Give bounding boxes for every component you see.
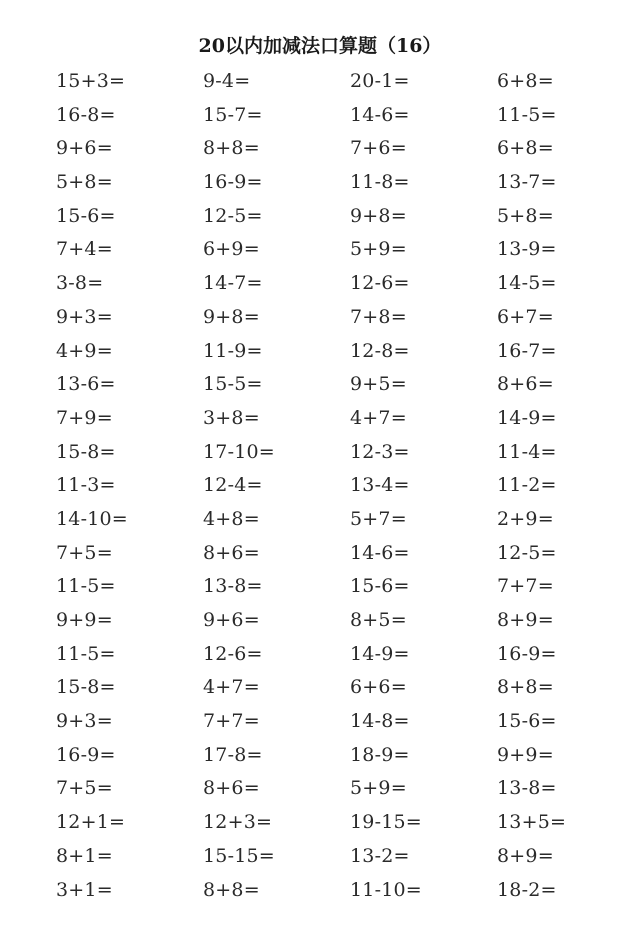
math-problem: 3-8=	[56, 272, 104, 295]
math-problem: 14-8=	[350, 710, 410, 733]
math-problem: 4+7=	[350, 406, 407, 429]
math-problem: 16-9=	[497, 642, 557, 665]
math-problem: 12-6=	[203, 642, 263, 665]
math-problem: 3+8=	[203, 406, 260, 429]
math-problem: 7+6=	[350, 137, 407, 160]
math-problem: 17-8=	[203, 743, 263, 766]
math-problem: 9+9=	[56, 609, 113, 631]
math-problem: 18-9=	[350, 743, 410, 766]
math-problem: 15-6=	[350, 575, 410, 598]
math-problem: 13-8=	[203, 575, 263, 598]
math-problem: 7+8=	[350, 305, 407, 328]
math-problem: 12+3=	[203, 811, 273, 834]
math-problem: 20-1=	[350, 70, 410, 92]
math-problem: 13+5=	[497, 811, 567, 834]
math-problem: 7+5=	[56, 777, 113, 800]
math-problem: 8+1=	[56, 844, 113, 867]
math-problem: 14-10=	[56, 507, 128, 530]
math-problem: 14-5=	[497, 272, 557, 295]
math-problem: 12+1=	[56, 811, 126, 834]
math-problem: 6+8=	[497, 70, 554, 92]
math-problem: 13-2=	[350, 844, 410, 867]
math-problem: 9+6=	[203, 609, 260, 631]
math-problem: 9-4=	[203, 70, 251, 92]
math-problem: 9+5=	[350, 373, 407, 396]
math-problem: 12-5=	[497, 541, 557, 564]
page-title: 20以内加减法口算题（16）	[198, 35, 442, 57]
math-problem: 9+8=	[350, 204, 407, 227]
math-problem: 19-15=	[350, 811, 422, 834]
math-problem: 18-2=	[497, 878, 557, 901]
math-problem: 8+6=	[497, 373, 554, 396]
math-problem: 12-5=	[203, 204, 263, 227]
math-problem: 9+8=	[203, 305, 260, 328]
math-problem: 11-5=	[497, 103, 557, 126]
math-problem: 11-5=	[56, 642, 116, 665]
math-problem: 5+7=	[350, 507, 407, 530]
math-problem: 13-9=	[497, 238, 557, 261]
math-problem: 8+6=	[203, 777, 260, 800]
math-problem: 14-6=	[350, 541, 410, 564]
math-problem: 8+5=	[350, 609, 407, 631]
math-problem: 4+9=	[56, 339, 113, 362]
math-problem: 5+9=	[350, 238, 407, 261]
math-problem: 7+9=	[56, 406, 113, 429]
math-problem: 14-9=	[497, 406, 557, 429]
math-problem: 16-9=	[203, 171, 263, 194]
math-problem: 4+8=	[203, 507, 260, 530]
math-problem: 16-8=	[56, 103, 116, 126]
math-problem: 9+9=	[497, 743, 554, 766]
math-problem: 7+7=	[497, 575, 554, 598]
math-problem: 6+8=	[497, 137, 554, 160]
math-problem: 5+9=	[350, 777, 407, 800]
math-problem: 14-9=	[350, 642, 410, 665]
math-problem: 14-7=	[203, 272, 263, 295]
math-problem: 11-5=	[56, 575, 116, 598]
math-problem: 15-5=	[203, 373, 263, 396]
math-problem: 11-8=	[350, 171, 410, 194]
math-problem: 15-15=	[203, 844, 275, 867]
math-problem: 9+6=	[56, 137, 113, 160]
math-problem: 4+7=	[203, 676, 260, 699]
math-problem: 11-4=	[497, 440, 557, 463]
math-problem: 5+8=	[56, 171, 113, 194]
math-problem: 8+9=	[497, 844, 554, 867]
math-problem: 3+1=	[56, 878, 113, 901]
math-problem: 5+8=	[497, 204, 554, 227]
math-problem: 13-8=	[497, 777, 557, 800]
math-problem: 15-6=	[56, 204, 116, 227]
math-problem: 13-4=	[350, 474, 410, 497]
math-problem: 2+9=	[497, 507, 554, 530]
math-problem: 15-8=	[56, 440, 116, 463]
math-problem: 15+3=	[56, 70, 126, 92]
math-problem: 12-4=	[203, 474, 263, 497]
math-problem: 17-10=	[203, 440, 275, 463]
math-problem: 12-6=	[350, 272, 410, 295]
math-problem: 16-9=	[56, 743, 116, 766]
math-problem: 15-8=	[56, 676, 116, 699]
math-problem: 11-10=	[350, 878, 422, 901]
math-problem: 13-6=	[56, 373, 116, 396]
math-problem: 6+6=	[350, 676, 407, 699]
math-problem: 11-9=	[203, 339, 263, 362]
math-problem: 14-6=	[350, 103, 410, 126]
math-problem: 9+3=	[56, 305, 113, 328]
math-problem: 12-8=	[350, 339, 410, 362]
math-problem: 8+6=	[203, 541, 260, 564]
math-problem: 8+8=	[497, 676, 554, 699]
math-problem: 11-2=	[497, 474, 557, 497]
problem-grid	[56, 67, 640, 909]
math-problem: 11-3=	[56, 474, 116, 497]
math-problem: 7+5=	[56, 541, 113, 564]
math-problem: 8+8=	[203, 878, 260, 901]
math-problem: 12-3=	[350, 440, 410, 463]
math-problem: 6+9=	[203, 238, 260, 261]
math-problem: 16-7=	[497, 339, 557, 362]
math-problem: 7+7=	[203, 710, 260, 733]
math-problem: 9+3=	[56, 710, 113, 733]
math-problem: 13-7=	[497, 171, 557, 194]
math-problem: 7+4=	[56, 238, 113, 261]
math-problem: 6+7=	[497, 305, 554, 328]
math-problem: 8+9=	[497, 609, 554, 631]
math-problem: 15-7=	[203, 103, 263, 126]
math-problem: 15-6=	[497, 710, 557, 733]
math-problem: 8+8=	[203, 137, 260, 160]
